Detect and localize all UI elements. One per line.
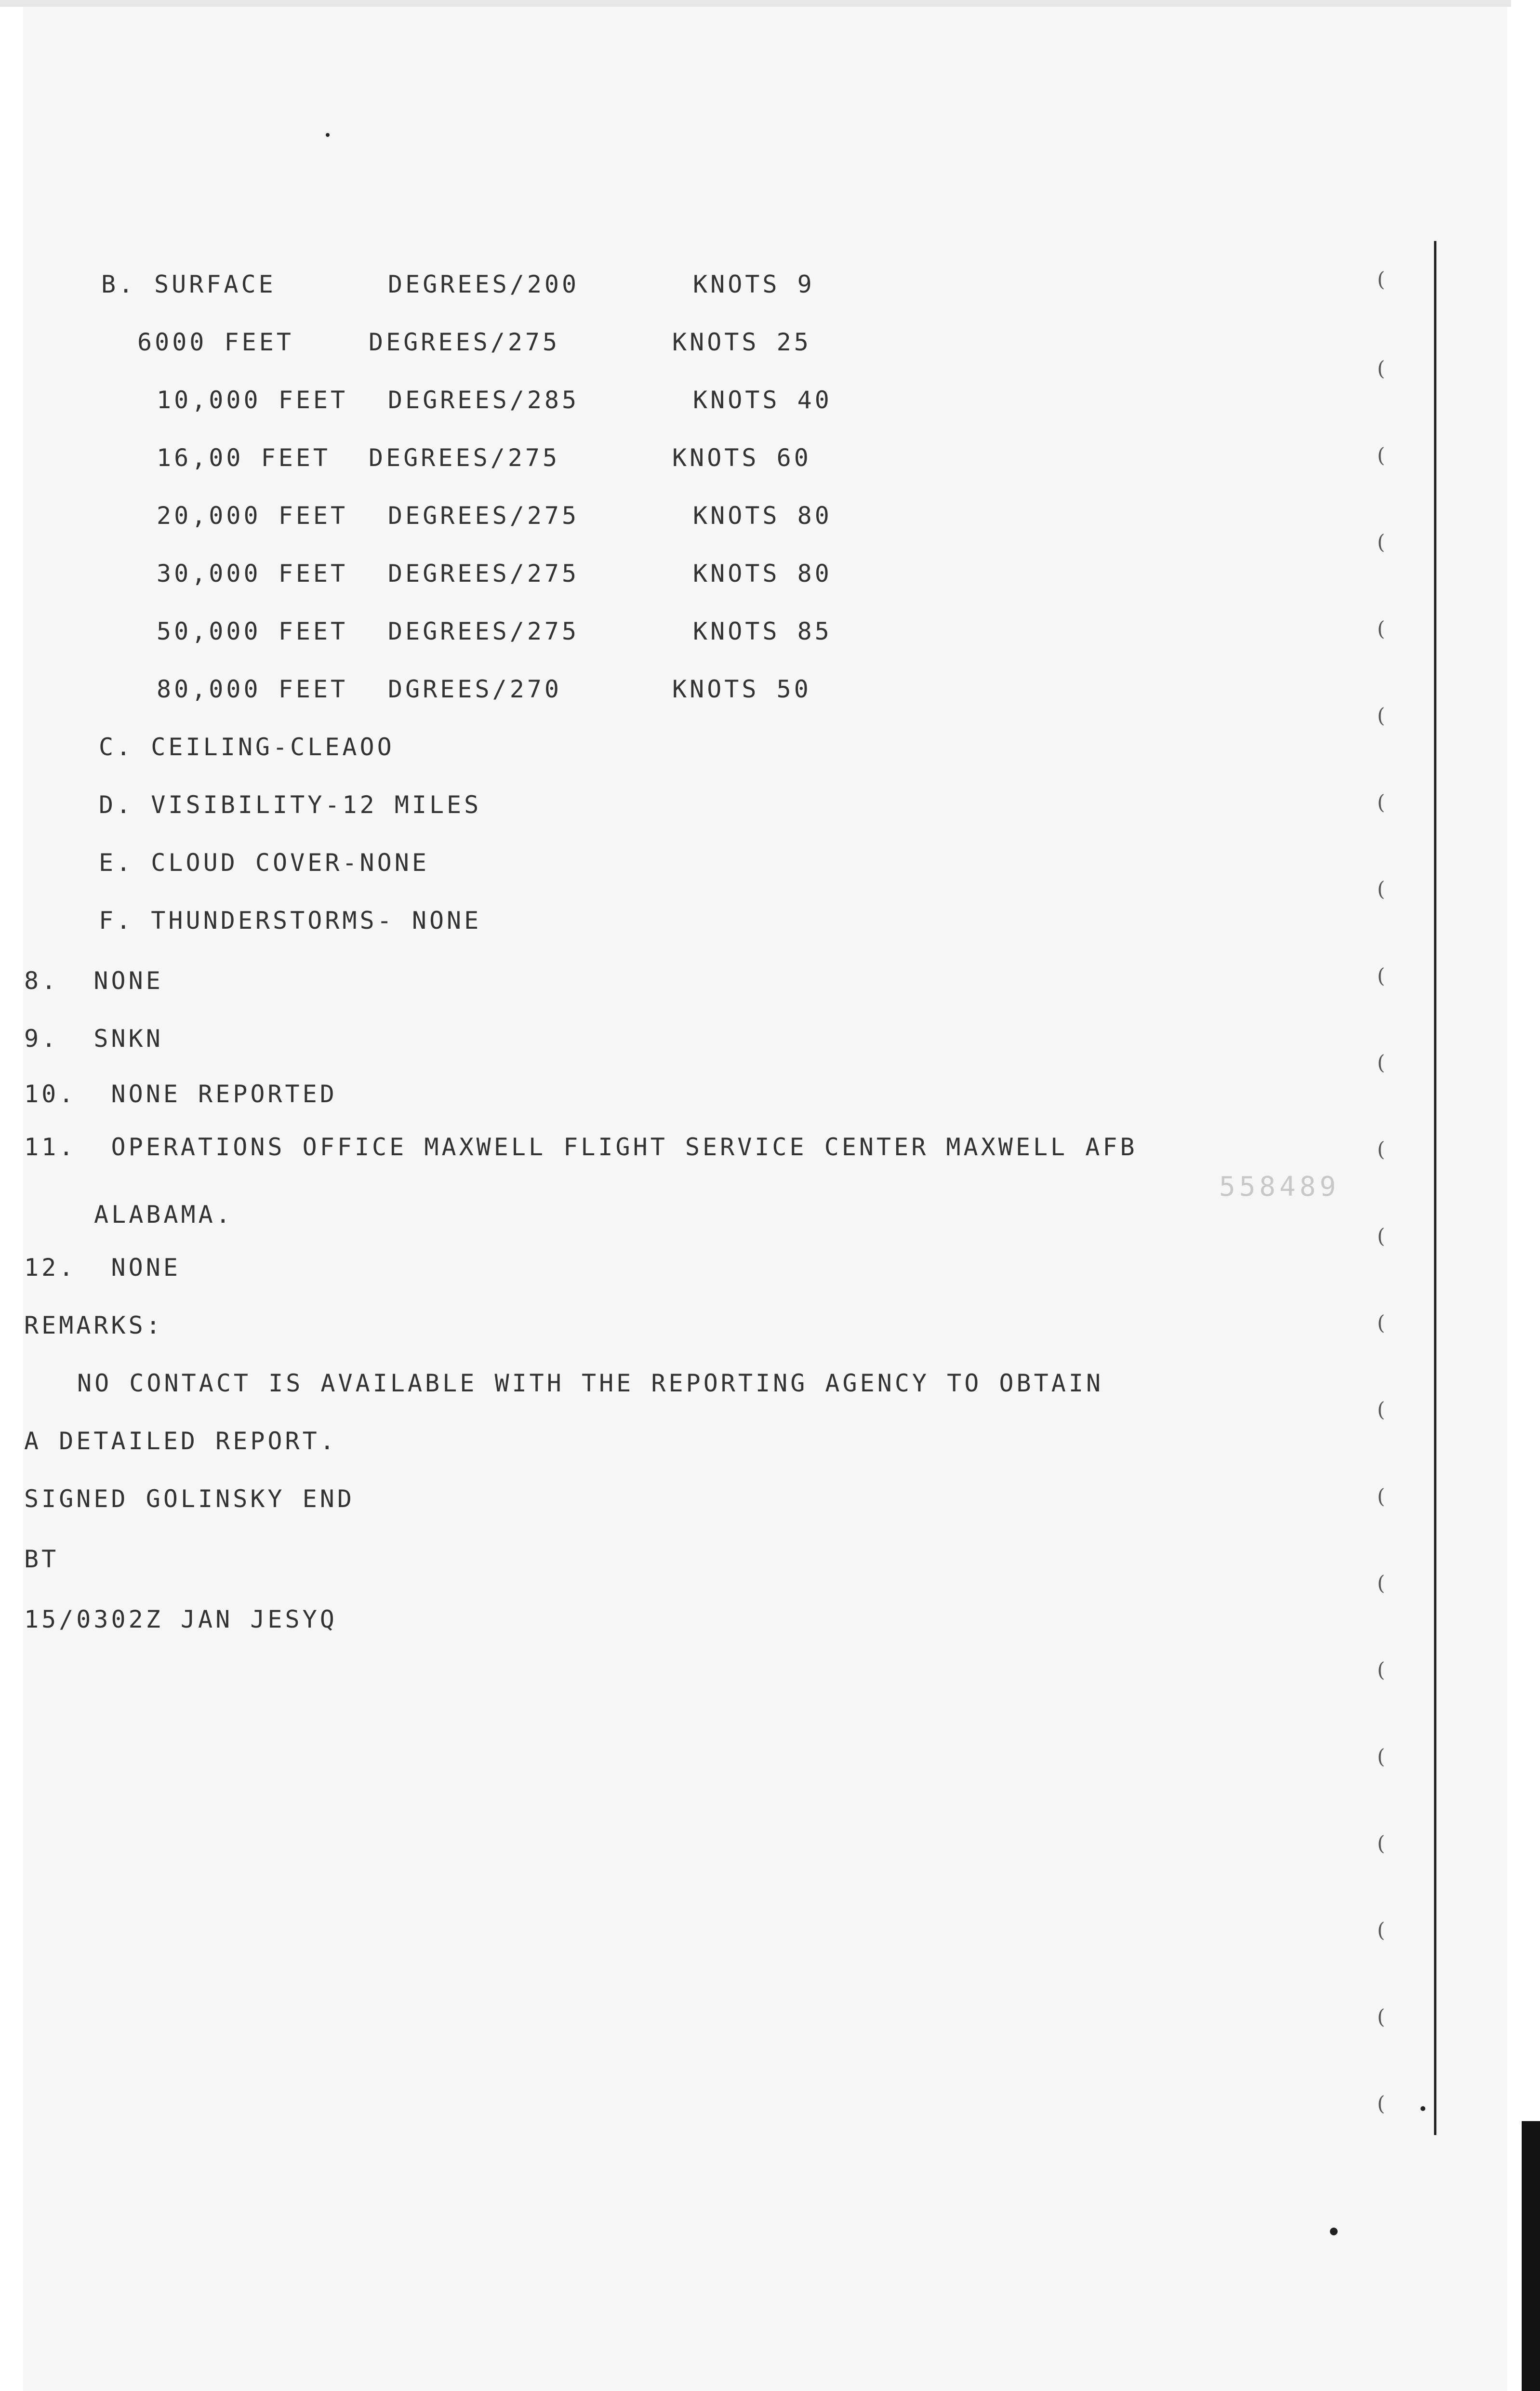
scan-speck [326,133,330,137]
margin-hole-mark: ( [1377,267,1385,291]
winds-altitude: SURFACE [154,270,276,298]
margin-hole-mark: ( [1377,790,1385,814]
margin-hole-mark: ( [1377,530,1385,554]
winds-degrees: DEGREES/275 [388,502,580,530]
margin-hole-mark: ( [1377,617,1385,641]
margin-hole-mark: ( [1377,877,1385,901]
item-d-visibility: D. VISIBILITY-12 MILES [99,791,482,819]
winds-altitude: 30,000 FEET [157,560,348,588]
archive-stamp-number: 558489 [1219,1171,1340,1202]
remarks-heading: REMARKS: [24,1311,163,1339]
item-c-ceiling: C. CEILING-CLEAOO [99,733,395,761]
winds-altitude: 50,000 FEET [157,617,348,645]
winds-knots: KNOTS 25 [672,328,811,356]
margin-hole-mark: ( [1377,1137,1385,1161]
winds-degrees: DGREES/270 [388,675,562,703]
date-time-group: 15/0302Z JAN JESYQ [24,1605,337,1633]
winds-marker: B. [101,270,136,298]
margin-hole-mark: ( [1377,704,1385,727]
scan-speck [1330,2228,1338,2235]
winds-knots: KNOTS 60 [672,444,811,472]
winds-degrees: DEGREES/275 [369,444,560,472]
margin-hole-mark: ( [1377,1398,1385,1421]
margin-hole-mark: ( [1377,443,1385,467]
margin-hole-mark: ( [1377,357,1385,380]
winds-altitude: 10,000 FEET [157,386,348,414]
margin-hole-mark: ( [1377,1484,1385,1508]
winds-degrees: DEGREES/200 [388,270,580,298]
remarks-line: NO CONTACT IS AVAILABLE WITH THE REPORTING AGENCY TO OBTAIN [77,1369,1104,1397]
item-10: 10. NONE REPORTED [24,1080,337,1108]
margin-hole-mark: ( [1377,964,1385,988]
item-11: 11. OPERATIONS OFFICE MAXWELL FLIGHT SERVICE CENTER MAXWELL AFB [24,1133,1138,1161]
winds-altitude: 6000 FEET [137,328,294,356]
winds-degrees: DEGREES/275 [388,560,580,588]
winds-knots: KNOTS 40 [693,386,832,414]
margin-hole-mark: ( [1377,2092,1385,2115]
item-e-cloud-cover: E. CLOUD COVER-NONE [99,849,429,877]
scan-corner-shadow [1522,2121,1540,2391]
break-marker: BT [24,1545,59,1573]
margin-hole-mark: ( [1377,1311,1385,1335]
remarks-line: A DETAILED REPORT. [24,1427,337,1455]
winds-knots: KNOTS 50 [672,675,811,703]
winds-altitude: 16,00 FEET [157,444,331,472]
winds-degrees: DEGREES/275 [369,328,560,356]
scan-speck [1421,2106,1425,2111]
winds-altitude: 80,000 FEET [157,675,348,703]
margin-hole-mark: ( [1377,1658,1385,1682]
margin-hole-mark: ( [1377,1051,1385,1074]
margin-hole-mark: ( [1377,1745,1385,1768]
winds-knots: KNOTS 80 [693,560,832,588]
margin-hole-mark: ( [1377,1918,1385,1942]
page-top-edge [0,0,1540,7]
item-f-thunderstorms: F. THUNDERSTORMS- NONE [99,907,482,935]
winds-altitude: 20,000 FEET [157,502,348,530]
page-right-edge [1511,0,1540,2391]
winds-degrees: DEGREES/285 [388,386,580,414]
item-12: 12. NONE [24,1254,181,1282]
winds-knots: KNOTS 80 [693,502,832,530]
margin-rule [1434,241,1436,2135]
item-11-continued: ALABAMA. [94,1201,233,1229]
item-9: 9. SNKN [24,1025,163,1053]
signature-line: SIGNED GOLINSKY END [24,1485,355,1513]
winds-knots: KNOTS 9 [693,270,815,298]
margin-hole-mark: ( [1377,1224,1385,1248]
margin-hole-mark: ( [1377,2005,1385,2029]
winds-knots: KNOTS 85 [693,617,832,645]
margin-hole-mark: ( [1377,1571,1385,1595]
margin-hole-mark: ( [1377,1831,1385,1855]
item-8: 8. NONE [24,967,163,995]
winds-degrees: DEGREES/275 [388,617,580,645]
